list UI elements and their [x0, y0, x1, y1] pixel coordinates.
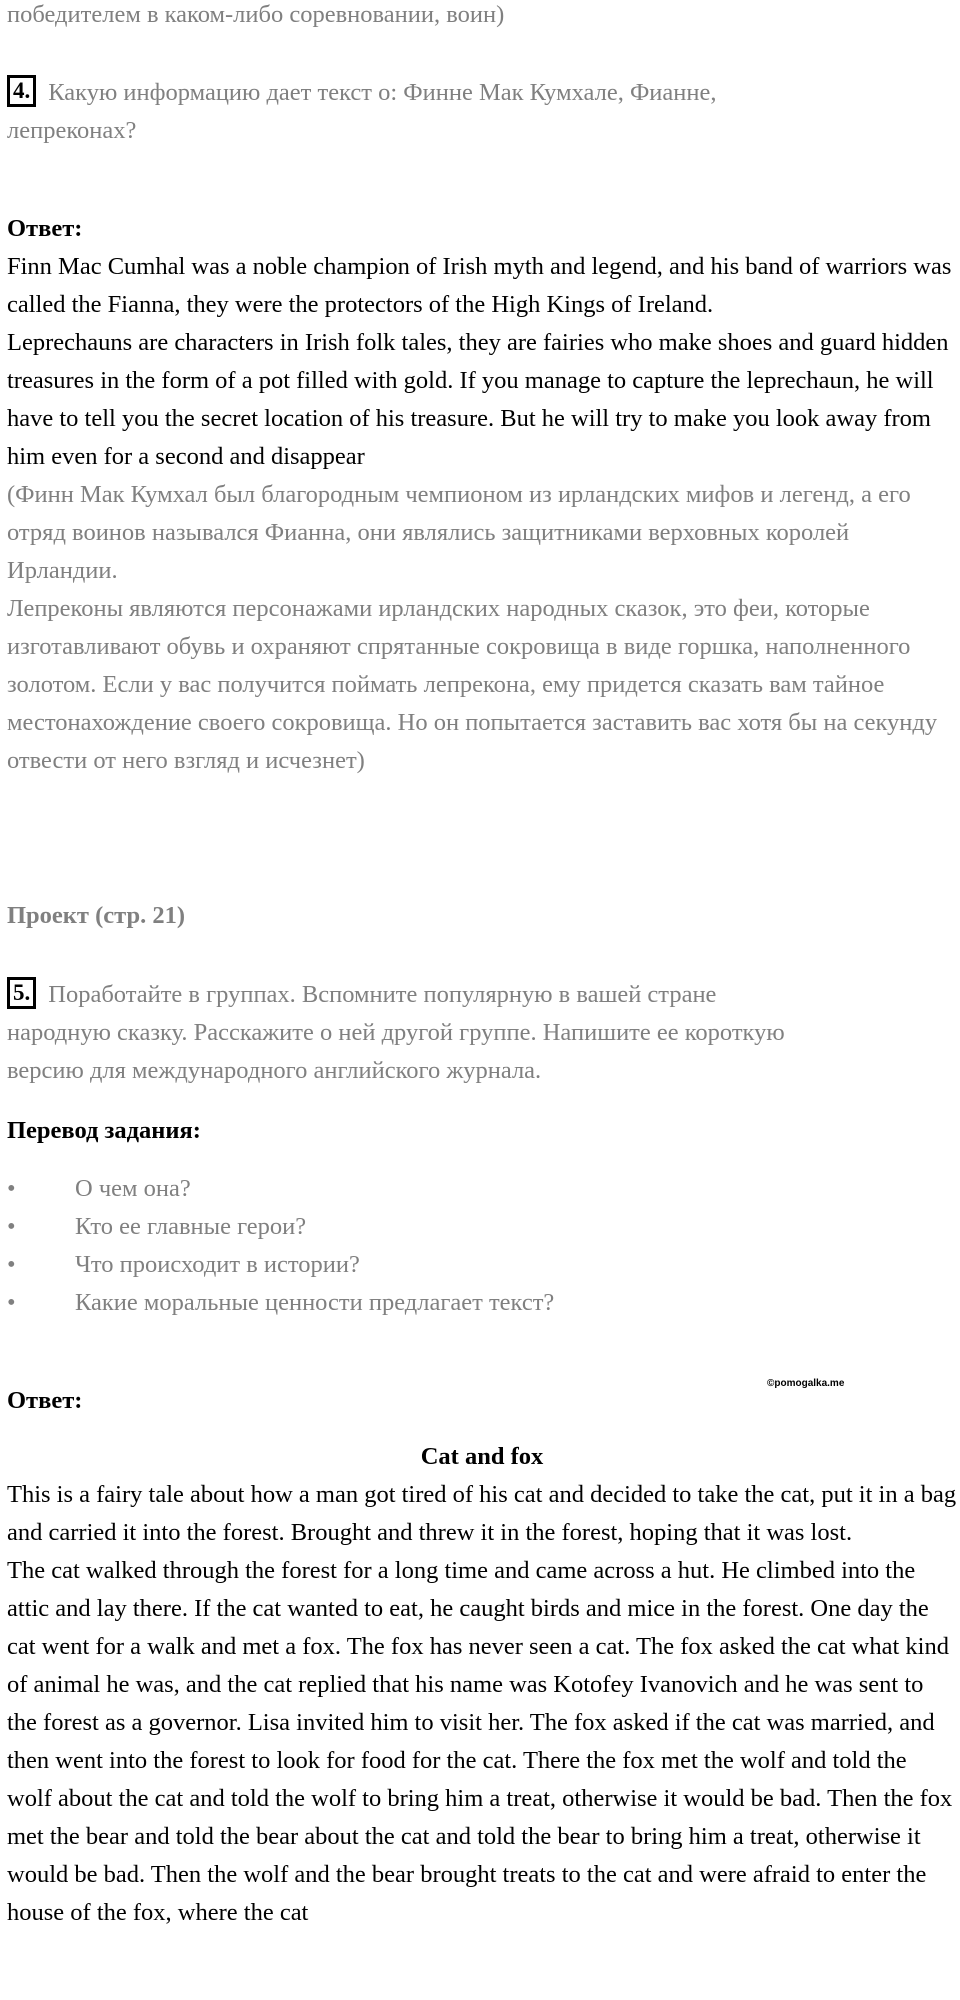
bullet-dot: • — [7, 1175, 16, 1202]
task-5-number-box: 5. — [7, 977, 36, 1009]
answer-1-english-paragraph-1: Finn Mac Cumhal was a noble champion of Irish myth and legend, and his band of warriors was called the Fianna, they were the protectors of the High Kings of Ireland. — [7, 253, 952, 318]
bullet-text: О чем она? — [75, 1175, 191, 1202]
answer-1-english-paragraph-2: Leprechauns are characters in Irish folk tales, they are fairies who make shoes and guard hidden treasures in the form of a pot filled with gold. If you manage to capture the leprechaun, he will have to tell you the secret location of his treasure. But he will try to make you look away from him even for a second and disappear — [7, 329, 949, 470]
answer-1-section — [7, 210, 957, 780]
translation-section — [7, 1112, 957, 1322]
translation-label: Перевод задания: — [7, 1117, 201, 1144]
bullet-text: Что происходит в истории? — [75, 1251, 360, 1278]
task-4-question-line-2: лепреконах? — [7, 117, 137, 144]
bullet-item — [7, 1246, 957, 1284]
story-section — [7, 1438, 957, 1932]
task-5-text-line-2: народную сказку. Расскажите о ней другой группе. Напишите ее короткую — [7, 1019, 785, 1046]
bullet-text: Какие моральные ценности предлагает текст? — [75, 1289, 555, 1316]
answer-1-russian-paragraph-2: Лепреконы являются персонажами ирландских народных сказок, это феи, которые изготавливают обувь и охраняют спрятанные сокровища в виде горшка, наполненного золотом. Если у вас получится поймать лепрекона, ему придется сказать вам тайное местонахождение своего сокровища. Но он попытается заставить вас хотя бы на секунду отвести от него взгляд и исчезнет) — [7, 595, 938, 774]
story-title: Cat and fox — [420, 1443, 544, 1470]
task-4 — [7, 74, 957, 150]
answer-2-label: Ответ: — [7, 1387, 83, 1414]
bullet-item — [7, 1208, 957, 1246]
task-5-text-line-1: Поработайте в группах. Вспомните популярную в вашей стране — [48, 981, 717, 1008]
bullet-dot: • — [7, 1213, 16, 1240]
bullet-dot: • — [7, 1251, 16, 1278]
watermark: ©pomogalka.me — [767, 1378, 845, 1389]
continued-text-line: победителем в каком-либо соревновании, воин) — [7, 1, 505, 28]
answer-1-label: Ответ: — [7, 215, 83, 242]
bullet-dot: • — [7, 1289, 16, 1316]
bullet-text: Кто ее главные герои? — [75, 1213, 307, 1240]
bullet-item — [7, 1284, 957, 1322]
answer-1-russian-paragraph-1: (Финн Мак Кумхал был благородным чемпионом из ирландских мифов и легенд, а его отряд воинов назывался Фианна, они являлись защитниками верховных королей Ирландии. — [7, 481, 911, 584]
story-paragraph-2: The cat walked through the forest for a long time and came across a hut. He climbed into the attic and lay there. If the cat wanted to eat, he caught birds and mice in the forest. One day the cat went for a walk and met a fox. The fox has never seen a cat. The fox asked the cat what kind of animal he was, and the cat replied that his name was Kotofey Ivanovich and he was sent to the forest as a governor. Lisa invited him to visit her. The fox asked if the cat was married, and then went into the forest to look for food for the cat. There the fox met the wolf and told the wolf about the cat and told the wolf to bring him a treat, otherwise it would be bad. Then the fox met the bear and told the bear about the cat and told the bear to bring him a treat, otherwise it would be bad. Then the wolf and the bear brought treats to the cat and were afraid to enter the house of the fox, where the cat — [7, 1557, 953, 1926]
story-paragraph-1: This is a fairy tale about how a man got tired of his cat and decided to take the cat, put it in a bag and carried it into the forest. Brought and threw it in the forest, hoping that it was lost. — [7, 1481, 957, 1546]
task-4-line-1 — [7, 74, 957, 112]
task-5 — [7, 976, 957, 1090]
bullet-item — [7, 1170, 957, 1208]
task-5-line-1 — [7, 976, 957, 1014]
task-4-number-box: 4. — [7, 75, 36, 107]
project-heading: Проект (стр. 21) — [7, 902, 185, 929]
task-4-question-line-1: Какую информацию дает текст о: Финне Мак Кумхале, Фианне, — [48, 79, 717, 106]
task-5-text-line-3: версию для международного английского журнала. — [7, 1057, 542, 1084]
